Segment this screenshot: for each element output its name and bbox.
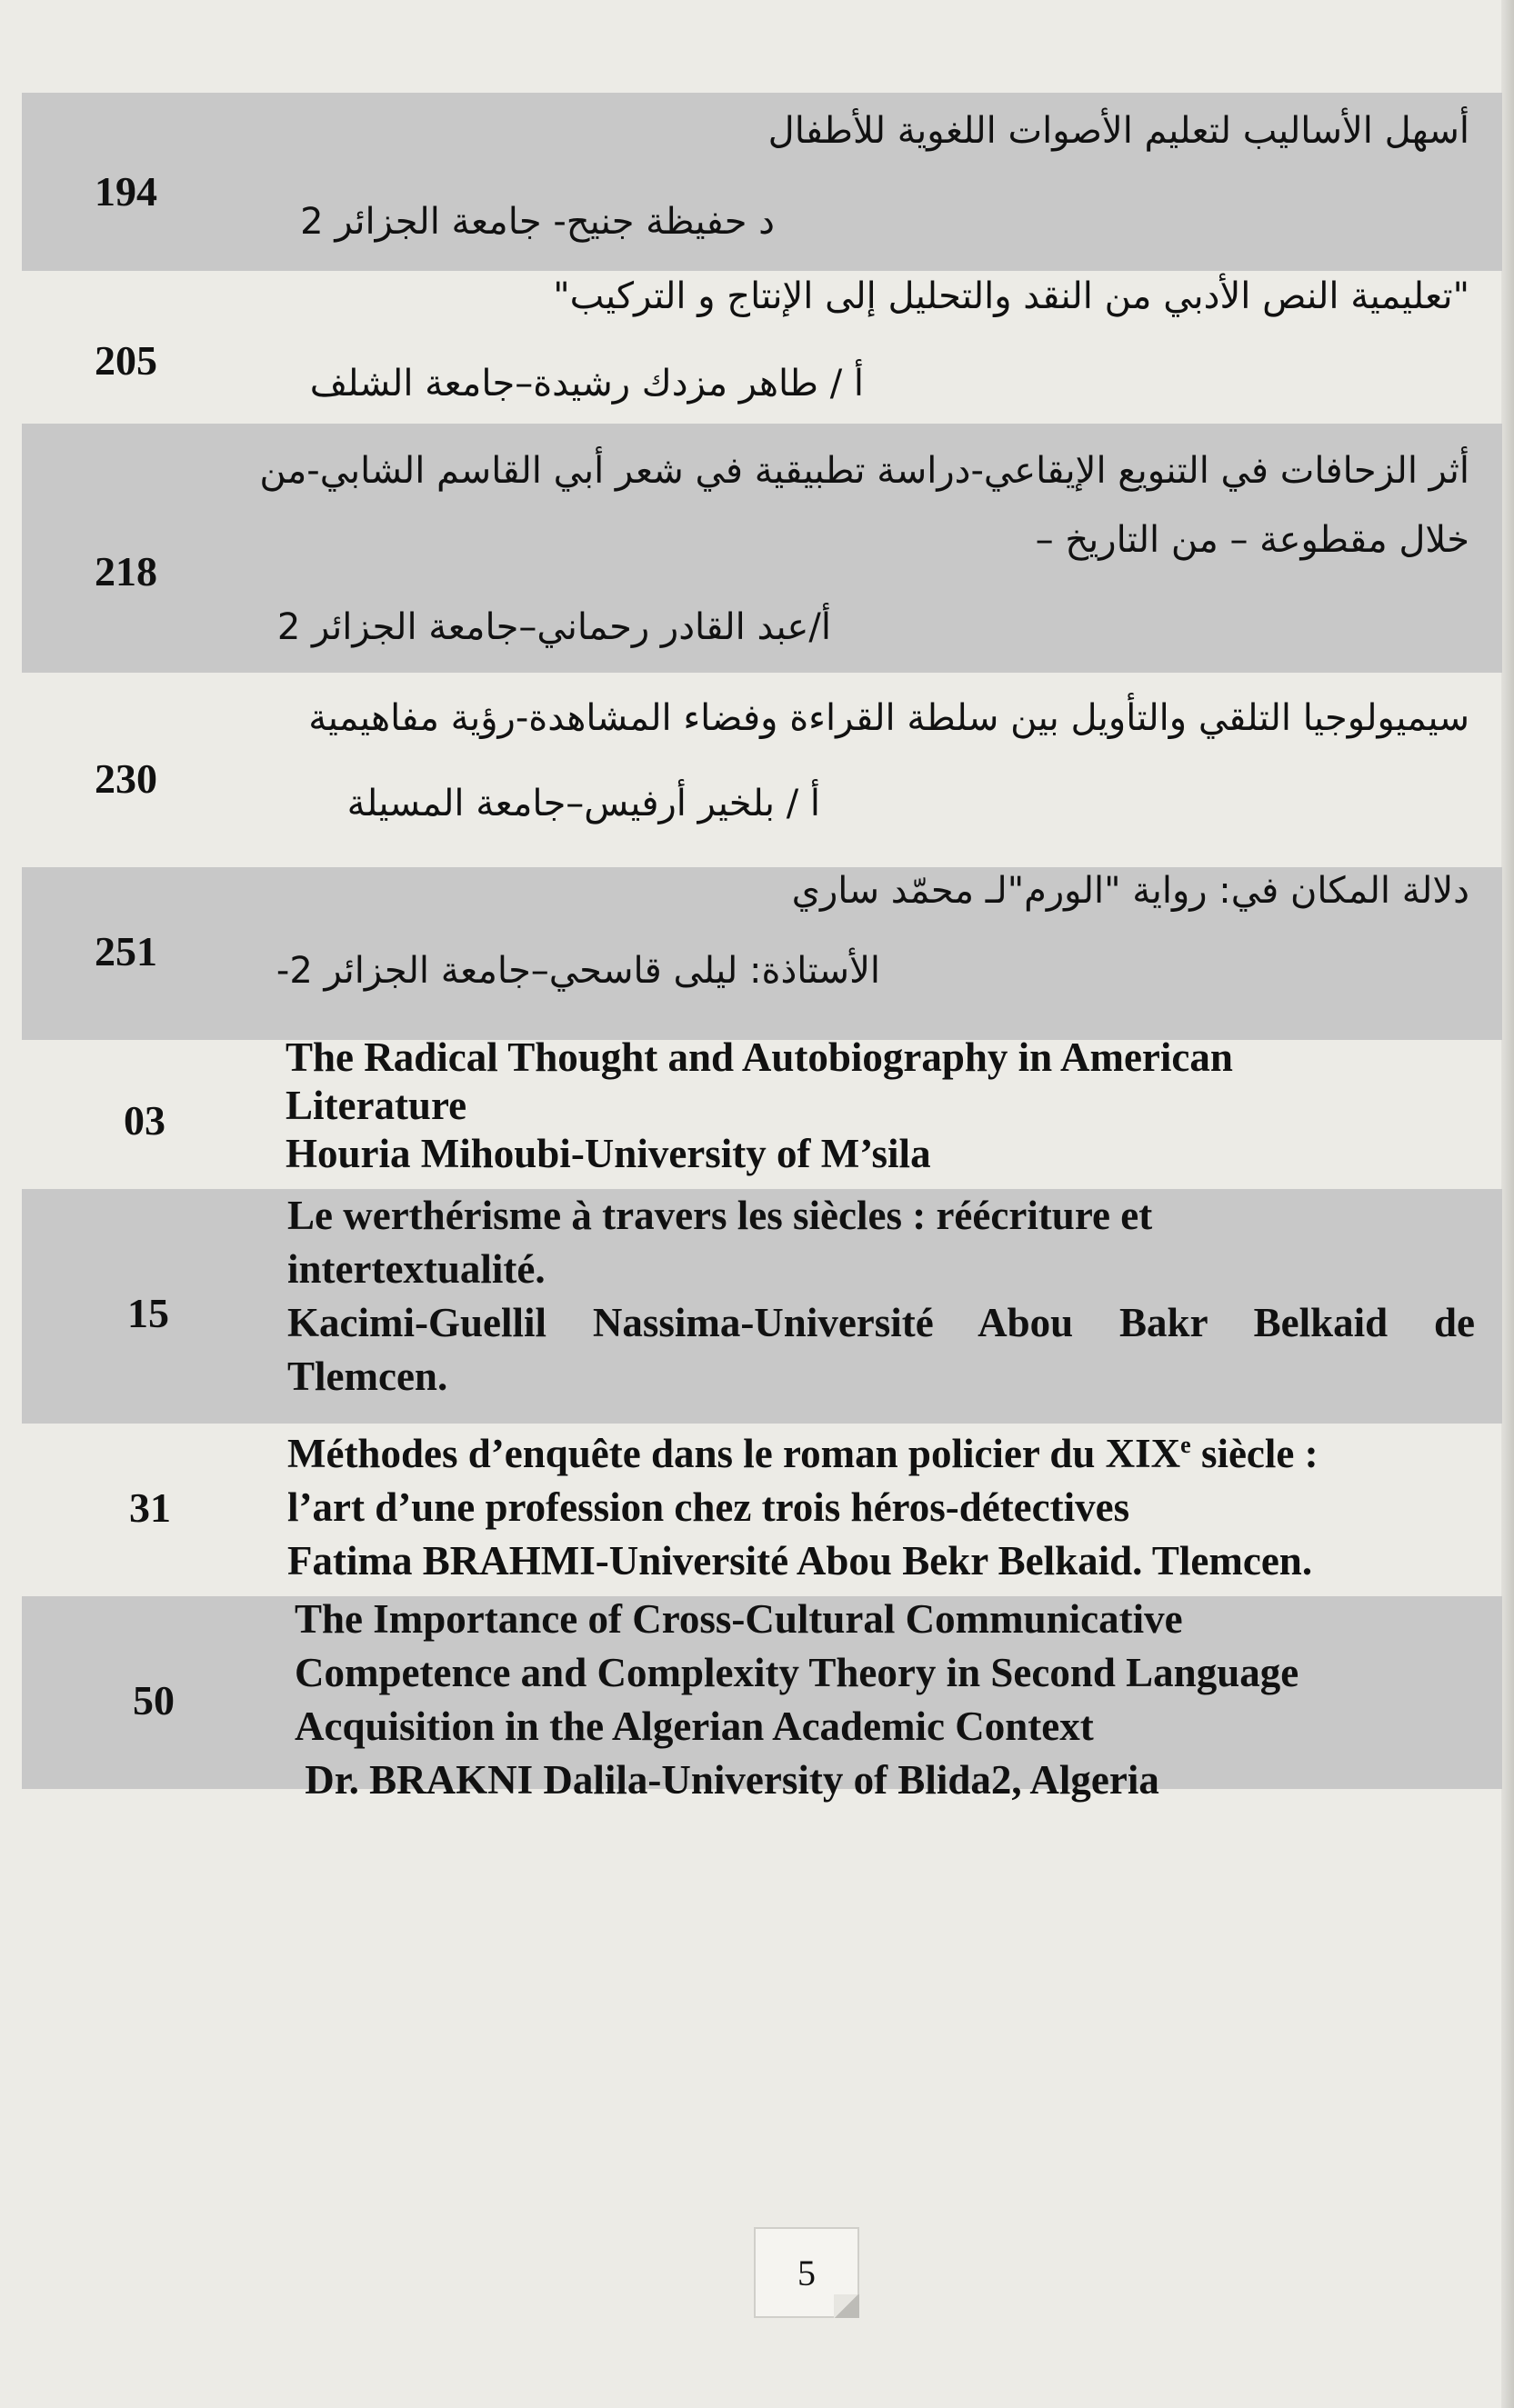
- entry-text: [287, 1189, 1475, 1404]
- entry-title-line-2: Literature: [286, 1083, 467, 1128]
- page-number: 251: [95, 928, 157, 974]
- entry-title-line-1: Méthodes d’enquête dans le roman policier du XIXe siècle :: [287, 1431, 1318, 1476]
- page-fold-corner: [834, 2294, 859, 2318]
- page-number: 230: [95, 755, 157, 802]
- entry-title: سيميولوجيا التلقي والتأويل بين سلطة القراءة وفضاء المشاهدة-رؤية مفاهيمية: [308, 697, 1469, 739]
- page-number: 31: [129, 1484, 171, 1531]
- entry-author: أ / طاهر مزدك رشيدة–جامعة الشلف: [309, 363, 864, 405]
- page-number: 205: [95, 337, 157, 384]
- entry-title-line-1: The Radical Thought and Autobiography in American: [286, 1034, 1233, 1080]
- toc-entry-194: [22, 93, 1502, 271]
- toc-entry-03: [22, 1034, 1502, 1189]
- page-number: 218: [95, 548, 157, 595]
- page-edge: [1501, 0, 1514, 2408]
- toc-entry-205: [22, 271, 1502, 424]
- entry-text: [295, 1593, 1484, 1807]
- entry-author: Houria Mihoubi-University of M’sila: [286, 1131, 931, 1176]
- entry-author-line-2: Tlemcen.: [287, 1354, 448, 1399]
- entry-text: [287, 1418, 1484, 1588]
- entry-text: [286, 1031, 1484, 1181]
- toc-entry-50: [22, 1596, 1502, 1803]
- page-number-text: 5: [797, 2252, 816, 2293]
- entry-title-line-2: Competence and Complexity Theory in Second Language: [295, 1650, 1299, 1695]
- entry-author: د حفيظة جنيح- جامعة الجزائر 2: [300, 201, 775, 243]
- toc-entry-31: [22, 1424, 1502, 1596]
- entry-author: Kacimi-Guellil Nassima-Université Abou Bakr Belkaid de: [287, 1300, 1475, 1345]
- entry-author: أ/عبد القادر رحماني–جامعة الجزائر 2: [276, 606, 831, 648]
- toc-entry-15: [22, 1189, 1502, 1424]
- toc-entry-218: [22, 424, 1502, 673]
- page-number: 15: [127, 1290, 169, 1336]
- page-number: 50: [133, 1677, 175, 1724]
- entry-title-line-3: Acquisition in the Algerian Academic Context: [295, 1704, 1094, 1749]
- entry-title-line-1: Le werthérisme à travers les siècles : réécriture et: [287, 1193, 1153, 1238]
- entry-title-line-1: The Importance of Cross-Cultural Communicative: [295, 1596, 1183, 1642]
- toc-entry-251: [22, 867, 1502, 1040]
- entry-title-line-2: intertextualité.: [287, 1246, 546, 1292]
- entry-title: "تعليمية النص الأدبي من النقد والتحليل إلى الإنتاج و التركيب": [553, 275, 1469, 317]
- table-of-contents: [22, 0, 1502, 2408]
- toc-entry-230: [22, 673, 1502, 867]
- entry-author: الأستاذة: ليلى قاسحي–جامعة الجزائر 2-: [276, 950, 880, 992]
- entry-title-line-2: خلال مقطوعة – من التاريخ –: [1035, 519, 1469, 561]
- entry-author: أ / بلخير أرفيس–جامعة المسيلة: [346, 783, 820, 824]
- page-footer-number: [754, 2227, 859, 2318]
- entry-title: أسهل الأساليب لتعليم الأصوات اللغوية للأطفال: [767, 110, 1469, 152]
- page-number: 03: [124, 1097, 165, 1144]
- entry-title-line-1: أثر الزحافات في التنويع الإيقاعي-دراسة تطبيقية في شعر أبي القاسم الشابي-من: [259, 450, 1469, 492]
- entry-author: Fatima BRAHMI-Université Abou Bekr Belkaid. Tlemcen.: [287, 1538, 1313, 1584]
- page-number: 194: [95, 168, 157, 215]
- entry-title-line-2: l’art d’une profession chez trois héros-détectives: [287, 1484, 1130, 1530]
- entry-author: Dr. BRAKNI Dalila-University of Blida2, Algeria: [295, 1757, 1159, 1803]
- entry-title: دلالة المكان في: رواية "الورم"لـ محمّد ساري: [791, 870, 1469, 912]
